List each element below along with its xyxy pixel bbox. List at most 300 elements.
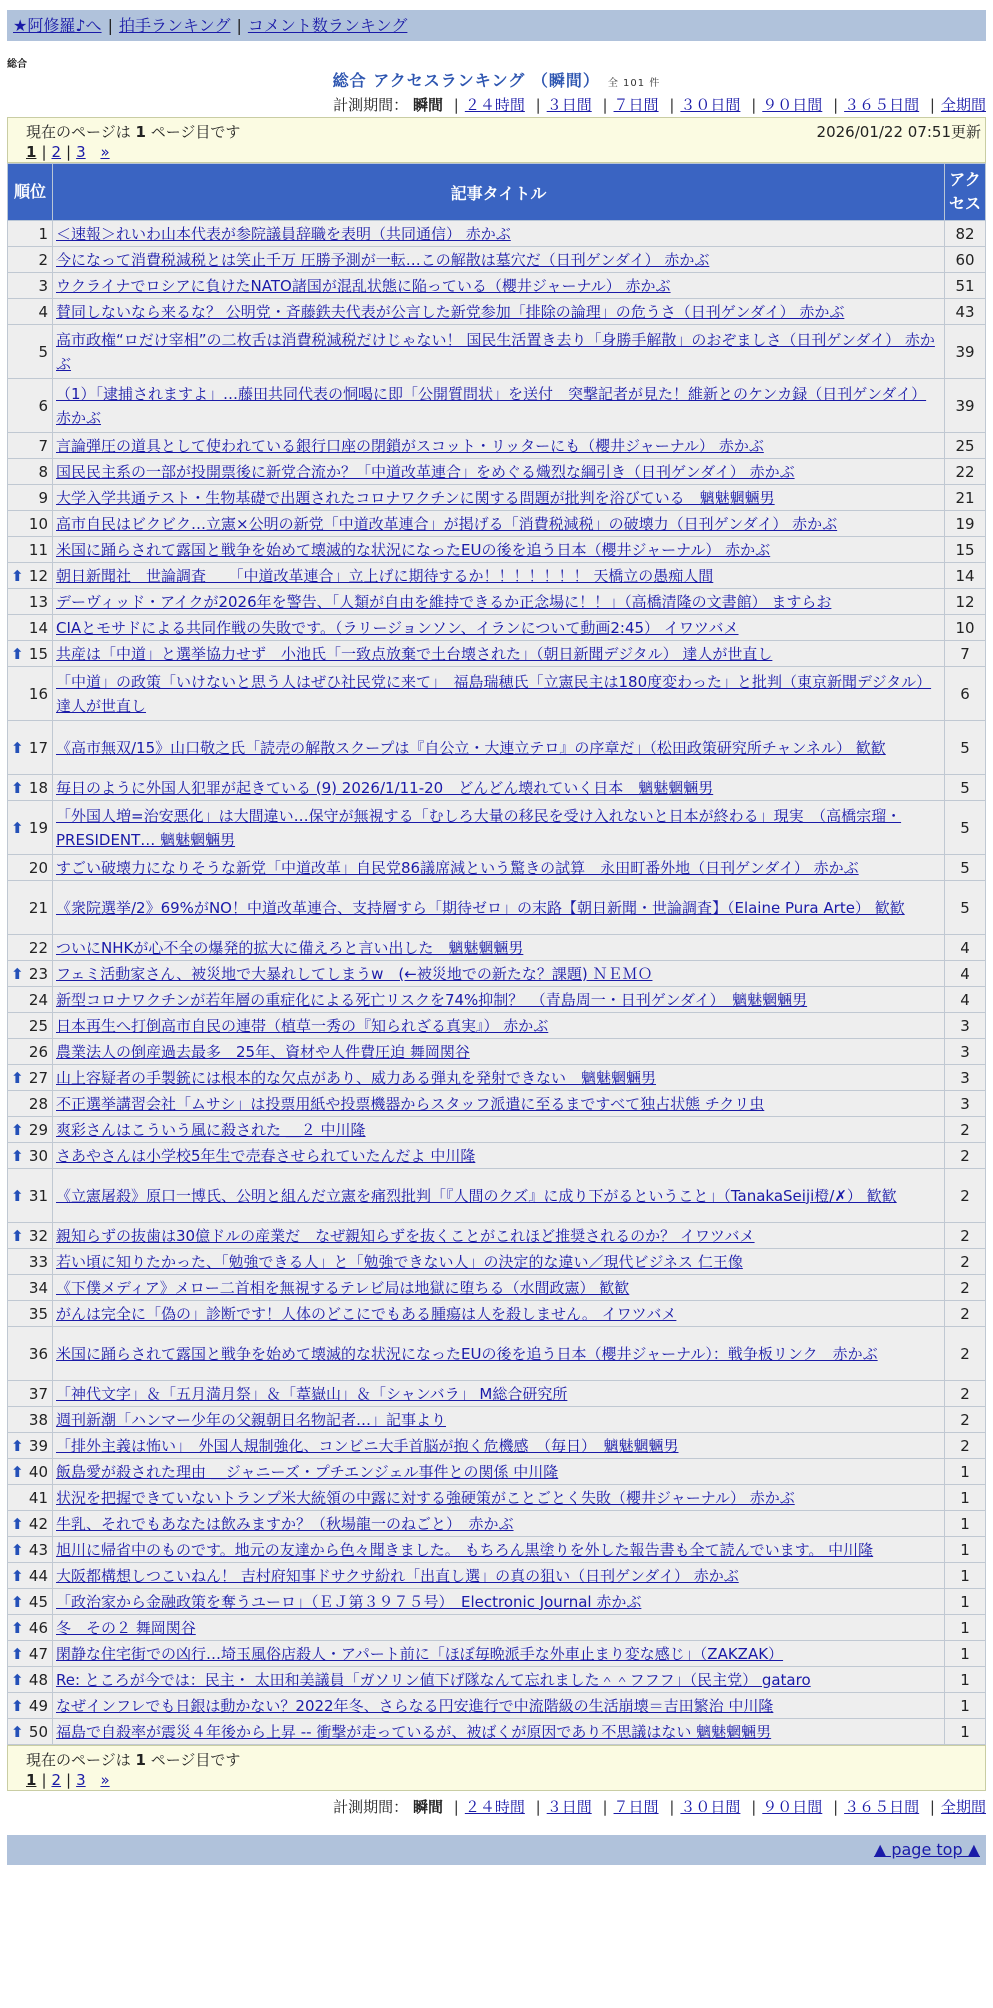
rank-cell <box>8 855 53 881</box>
nav-link-asyura[interactable]: ★阿修羅♪へ <box>13 16 102 35</box>
rank-cell <box>8 881 53 935</box>
access-count: 21 <box>945 485 986 511</box>
period-link-365d-bottom[interactable]: ３６５日間 <box>844 1798 920 1816</box>
article-title-link[interactable]: 親知らずの抜歯は30億ドルの産業だ なぜ親知らずを抜くことがこれほど推奨されるのか？ イワツバメ <box>56 1226 755 1245</box>
rank-number: 48 <box>28 1670 48 1689</box>
article-title-link[interactable]: CIAとモサドによる共同作戦の失敗です。（ラリージョンソン、イランについて動画2:45） イワツバメ <box>56 618 739 637</box>
access-count: 1 <box>945 1615 986 1641</box>
rank-number: 50 <box>28 1722 48 1741</box>
rank-number: 2 <box>38 250 48 269</box>
rank-number: 10 <box>28 514 48 533</box>
pager-bottom: 1 | 2 | 3 » <box>26 1771 110 1789</box>
rank-number: 46 <box>28 1618 48 1637</box>
title-cell <box>53 1615 945 1641</box>
rank-number: 33 <box>28 1252 48 1271</box>
rank-number: 25 <box>28 1016 48 1035</box>
article-title-link[interactable]: 不正選挙講習会社「ムサシ」は投票用紙や投票機器からスタッフ派遣に至るまですべて独占状態 チクリ虫 <box>56 1094 765 1113</box>
table-row <box>8 1039 986 1065</box>
pager-next[interactable]: » <box>100 143 110 161</box>
access-count: 1 <box>945 1563 986 1589</box>
title-cell <box>53 641 945 667</box>
table-row <box>8 1719 986 1745</box>
access-count: 22 <box>945 459 986 485</box>
article-title-link[interactable]: 国民民主系の一部が投開票後に新党合流か？「中道改革連合」をめぐる熾烈な綱引き（日刊ゲンダイ） 赤かぶ <box>56 462 795 481</box>
pager-page-2[interactable]: 2 <box>51 143 62 161</box>
article-title-link[interactable]: デーヴィッド・アイクが2026年を警告、「人類が自由を維持できるか正念場に！！」（高橋清隆の文書館） ますらお <box>56 592 832 611</box>
rank-number: 28 <box>28 1094 48 1113</box>
article-title-link[interactable]: 飯島愛が殺された理由 ＿ジャニーズ・プチエンジェル事件との関係 中川隆 <box>56 1462 559 1481</box>
rank-up-arrow-icon: ⬆ <box>11 1696 24 1715</box>
article-title-link[interactable]: 《衆院選挙/2》69%がNO！中道改革連合、支持層すら「期待ゼロ」の末路【朝日新聞・世論調査】（Elaine Pura Arte） 歓歓 <box>56 898 905 917</box>
access-count: 4 <box>945 935 986 961</box>
rank-cell <box>8 1667 53 1693</box>
access-count: 2 <box>945 1249 986 1275</box>
table-row <box>8 721 986 775</box>
rank-number: 29 <box>28 1120 48 1139</box>
rank-cell <box>8 1249 53 1275</box>
rank-up-arrow-icon: ⬆ <box>11 1592 24 1611</box>
access-count: 82 <box>945 221 986 247</box>
rank-cell <box>8 1169 53 1223</box>
header-rank: 順位 <box>8 164 53 221</box>
rank-number: 4 <box>38 302 48 321</box>
period-link-all[interactable]: 全期間 <box>940 96 986 114</box>
title-cell <box>53 1013 945 1039</box>
title-cell <box>53 1563 945 1589</box>
title-cell <box>53 1485 945 1511</box>
rank-cell <box>8 1117 53 1143</box>
article-title-link[interactable]: がんは完全に「偽の」診断です！人体のどこにでもある腫瘍は人を殺しません。 イワツバメ <box>56 1304 677 1323</box>
table-row <box>8 1327 986 1381</box>
access-count: 2 <box>945 1301 986 1327</box>
title-cell <box>53 667 945 721</box>
access-count: 5 <box>945 721 986 775</box>
title-cell <box>53 1249 945 1275</box>
page-title-text: 総合 アクセスランキング （瞬間） <box>332 71 600 90</box>
period-link-24h-bottom[interactable]: ２４時間 <box>464 1798 525 1816</box>
rank-number: 20 <box>28 858 48 877</box>
pagination-box-top <box>7 117 986 163</box>
table-row <box>8 801 986 855</box>
title-cell <box>53 299 945 325</box>
rank-up-arrow-icon: ⬆ <box>11 1146 24 1165</box>
table-row <box>8 247 986 273</box>
article-title-link[interactable]: Re: ところが今では：民主・ 太田和美議員「ガソリン値下げ隊なんて忘れました＾＾フフフ」（民主党） gataro <box>56 1670 811 1689</box>
rank-cell <box>8 1485 53 1511</box>
period-current: 瞬間 <box>412 96 443 114</box>
title-cell <box>53 1459 945 1485</box>
rank-cell <box>8 1275 53 1301</box>
table-row <box>8 641 986 667</box>
rank-cell <box>8 1143 53 1169</box>
article-title-link[interactable]: 「排外主義は怖い」 外国人規制強化、コンビニ大手首脳が抱く危機感 （毎日） 魑魅魍魎男 <box>56 1436 679 1455</box>
rank-number: 9 <box>38 488 48 507</box>
period-link-90d[interactable]: ９０日間 <box>762 96 823 114</box>
rank-cell <box>8 1641 53 1667</box>
table-row <box>8 1693 986 1719</box>
rank-up-arrow-icon: ⬆ <box>11 1670 24 1689</box>
period-link-24h[interactable]: ２４時間 <box>464 96 525 114</box>
title-cell <box>53 589 945 615</box>
rank-number: 44 <box>28 1566 48 1585</box>
table-row <box>8 855 986 881</box>
title-cell <box>53 537 945 563</box>
rank-cell <box>8 485 53 511</box>
rank-number: 17 <box>28 738 48 757</box>
rank-number: 8 <box>38 462 48 481</box>
rank-number: 40 <box>28 1462 48 1481</box>
table-row <box>8 1301 986 1327</box>
pager-current-page-bottom: 1 <box>26 1771 37 1789</box>
pager: 1 | 2 | 3 » <box>26 143 110 161</box>
rank-cell <box>8 1615 53 1641</box>
pager-page-2-bottom[interactable]: 2 <box>51 1771 62 1789</box>
access-count: 2 <box>945 1117 986 1143</box>
title-cell <box>53 1143 945 1169</box>
table-row <box>8 1407 986 1433</box>
rank-cell <box>8 961 53 987</box>
table-row <box>8 961 986 987</box>
access-count: 4 <box>945 987 986 1013</box>
access-count: 1 <box>945 1485 986 1511</box>
table-row <box>8 589 986 615</box>
rank-cell <box>8 1459 53 1485</box>
rank-cell <box>8 589 53 615</box>
rank-cell <box>8 1091 53 1117</box>
pager-page-3-bottom[interactable]: 3 <box>76 1771 86 1789</box>
title-cell <box>53 1169 945 1223</box>
table-row <box>8 881 986 935</box>
article-title-link[interactable]: （1）「逮捕されますよ」…藤田共同代表の恫喝に即「公開質問状」を送付 突撃記者が見た！維新とのケンカ録（日刊ゲンダイ） 赤かぶ <box>56 384 927 427</box>
rank-number: 12 <box>28 566 48 585</box>
article-title-link[interactable]: 旭川に帰省中のものです。地元の友達から色々聞きました。 もちろん黒塗りを外した報告書も全て読んでいます。 中川隆 <box>56 1540 874 1559</box>
table-row <box>8 1615 986 1641</box>
page-status: 現在のページは 1 ページ目です <box>26 123 241 141</box>
article-title-link[interactable]: 共産は「中道」と選挙協力せず 小池氏「一致点放棄で土台壊された」（朝日新聞デジタル） 達人が世直し <box>56 644 773 663</box>
rank-number: 16 <box>28 684 48 703</box>
article-title-link[interactable]: 週刊新潮「ハンマー少年の父親朝日名物記者…」記事より <box>56 1410 447 1429</box>
rank-number: 32 <box>28 1226 48 1245</box>
article-title-link[interactable]: なぜインフレでも日銀は動かない？2022年冬、さらなる円安進行で中流階級の生活崩壊＝吉田繁治 中川隆 <box>56 1696 774 1715</box>
title-cell <box>53 987 945 1013</box>
rank-cell <box>8 615 53 641</box>
rank-cell <box>8 379 53 433</box>
rank-cell <box>8 1407 53 1433</box>
article-title-link[interactable]: 大学入学共通テスト・生物基礎で出題されたコロナワクチンに関する問題が批判を浴びている 魑魅魍魎男 <box>56 488 775 507</box>
period-link-3d-bottom[interactable]: ３日間 <box>546 1798 592 1816</box>
rank-cell <box>8 247 53 273</box>
article-title-link[interactable]: 朝日新聞社 世論調査 「中道改革連合」立上げに期待するか！！！！！！！ 天橋立の愚痴人間 <box>56 566 714 585</box>
access-count: 1 <box>945 1719 986 1745</box>
rank-number: 27 <box>28 1068 48 1087</box>
title-cell <box>53 721 945 775</box>
title-cell <box>53 1511 945 1537</box>
rank-cell <box>8 1381 53 1407</box>
access-count: 39 <box>945 379 986 433</box>
title-cell <box>53 855 945 881</box>
rank-up-arrow-icon: ⬆ <box>11 644 24 663</box>
rank-number: 31 <box>28 1186 48 1205</box>
table-row <box>8 1563 986 1589</box>
rank-number: 1 <box>38 224 48 243</box>
period-label: 計測期間： <box>333 96 409 114</box>
article-title-link[interactable]: 「政治家から金融政策を奪うユーロ」（ＥＪ第３９７５号） Electronic Journal 赤かぶ <box>56 1592 642 1611</box>
access-count: 3 <box>945 1013 986 1039</box>
access-count: 4 <box>945 961 986 987</box>
article-title-link[interactable]: ウクライナでロシアに負けたNATO諸国が混乱状態に陥っている（櫻井ジャーナル） 赤かぶ <box>56 276 671 295</box>
article-title-link[interactable]: 「外国人増=治安悪化」は大間違い…保守が無視する「むしろ大量の移民を受け入れないと日本が終わる」現実 （高橋宗瑠・PRESIDENT… 魑魅魍魎男 <box>56 806 902 849</box>
table-row <box>8 1433 986 1459</box>
table-row <box>8 325 986 379</box>
rank-up-arrow-icon: ⬆ <box>11 1540 24 1559</box>
article-title-link[interactable]: 山上容疑者の手製銃には根本的な欠点があり、威力ある弾丸を発射できない 魑魅魍魎男 <box>56 1068 657 1087</box>
access-count: 2 <box>945 1223 986 1249</box>
title-cell <box>53 1275 945 1301</box>
title-cell <box>53 881 945 935</box>
rank-cell <box>8 325 53 379</box>
access-count: 15 <box>945 537 986 563</box>
rank-number: 7 <box>38 436 48 455</box>
article-title-link[interactable]: 若い頃に知りたかった、「勉強できる人」と「勉強できない人」の決定的な違い／現代ビジネス 仁王像 <box>56 1252 743 1271</box>
article-title-link[interactable]: 高市自民はビクビク…立憲×公明の新党「中道改革連合」が掲げる「消費税減税」の破壊力（日刊ゲンダイ） 赤かぶ <box>56 514 838 533</box>
rank-number: 37 <box>28 1384 48 1403</box>
title-cell <box>53 775 945 801</box>
table-row <box>8 1117 986 1143</box>
access-count: 2 <box>945 1169 986 1223</box>
table-row <box>8 1381 986 1407</box>
access-count: 19 <box>945 511 986 537</box>
rank-up-arrow-icon: ⬆ <box>11 1618 24 1637</box>
title-cell <box>53 1641 945 1667</box>
table-row <box>8 1511 986 1537</box>
access-count: 5 <box>945 801 986 855</box>
article-title-link[interactable]: 言論弾圧の道具として使われている銀行口座の閉鎖がスコット・リッターにも（櫻井ジャーナル） 赤かぶ <box>56 436 764 455</box>
article-title-link[interactable]: 冬 その２ 舞岡関谷 <box>56 1618 196 1637</box>
rank-up-arrow-icon: ⬆ <box>11 1068 24 1087</box>
article-title-link[interactable]: 「中道」の政策「いけないと思う人はぜひ社民党に来て」 福島瑞穂氏「立憲民主は180度変わった」と批判（東京新聞デジタル） 達人が世直し <box>56 672 932 715</box>
pager-next-bottom[interactable]: » <box>100 1771 110 1789</box>
ranking-table <box>7 163 986 1745</box>
article-title-link[interactable]: すごい破壊力になりそうな新党「中道改革」自民党86議席減という驚きの試算 永田町番外地（日刊ゲンダイ） 赤かぶ <box>56 858 859 877</box>
rank-cell <box>8 433 53 459</box>
rank-up-arrow-icon: ⬆ <box>11 1226 24 1245</box>
article-title-link[interactable]: 爽彩さんはこういう風に殺された ＿２ 中川隆 <box>56 1120 366 1139</box>
rank-up-arrow-icon: ⬆ <box>11 738 24 757</box>
article-title-link[interactable]: 《立憲屠殺》原口一博氏、公明と組んだ立憲を痛烈批判「『人間のクズ』に成り下がるということ」（TanakaSeiji橙/✗） 歓歓 <box>56 1186 897 1205</box>
rank-cell <box>8 563 53 589</box>
table-row <box>8 987 986 1013</box>
period-selector-bottom: 計測期間： 瞬間 | ２４時間 | ３日間 | ７日間 | ３０日間 | ９０日間 | ３６５日間 | 全期間 <box>333 1798 986 1816</box>
top-nav-bar: ★阿修羅♪へ | 拍手ランキング | コメント数ランキング <box>7 10 986 41</box>
rank-cell <box>8 641 53 667</box>
access-count: 1 <box>945 1511 986 1537</box>
access-count: 1 <box>945 1641 986 1667</box>
access-count: 14 <box>945 563 986 589</box>
title-cell <box>53 1223 945 1249</box>
article-title-link[interactable]: 高市政権“ロだけ宰相”の二枚舌は消費税減税だけじゃない！ 国民生活置き去り「身勝手解散」のおぞましさ（日刊ゲンダイ） 赤かぶ <box>56 330 935 373</box>
title-cell <box>53 1381 945 1407</box>
nav-link-applause-ranking[interactable]: 拍手ランキング <box>118 16 231 35</box>
page-title <box>7 69 986 93</box>
rank-number: 24 <box>28 990 48 1009</box>
rank-cell <box>8 459 53 485</box>
table-row <box>8 1459 986 1485</box>
access-count: 12 <box>945 589 986 615</box>
article-title-link[interactable]: 日本再生へ打倒高市自民の連帯（植草一秀の『知られざる真実』） 赤かぶ <box>56 1016 549 1035</box>
updated-timestamp: 2026/01/22 07:51更新 <box>816 123 981 141</box>
title-cell <box>53 221 945 247</box>
rank-number: 45 <box>28 1592 48 1611</box>
title-cell <box>53 325 945 379</box>
rank-cell <box>8 667 53 721</box>
table-row <box>8 1537 986 1563</box>
article-title-link[interactable]: ＜速報＞れいわ山本代表が参院議員辞職を表明（共同通信） 赤かぶ <box>56 224 511 243</box>
title-cell <box>53 1537 945 1563</box>
rank-up-arrow-icon: ⬆ <box>11 818 24 837</box>
rank-number: 42 <box>28 1514 48 1533</box>
title-cell <box>53 1327 945 1381</box>
table-row <box>8 1013 986 1039</box>
rank-up-arrow-icon: ⬆ <box>11 1722 24 1741</box>
period-link-7d[interactable]: ７日間 <box>613 96 659 114</box>
rank-number: 34 <box>28 1278 48 1297</box>
title-cell <box>53 485 945 511</box>
rank-number: 19 <box>28 818 48 837</box>
period-link-365d[interactable]: ３６５日間 <box>844 96 920 114</box>
rank-cell <box>8 537 53 563</box>
article-title-link[interactable]: フェミ活動家さん、被災地で大暴れしてしまうw (←被災地での新たな？課題) ＮＥＭＯ <box>56 964 653 983</box>
article-title-link[interactable]: 《下僕メディア》メロー二首相を無視するテレビ局は地獄に堕ちる（水間政憲） 歓歓 <box>56 1278 630 1297</box>
article-title-link[interactable]: 牛乳、それでもあなたは飲みますか？（秋場龍一のねごと） 赤かぶ <box>56 1514 514 1533</box>
rank-up-arrow-icon: ⬆ <box>11 1186 24 1205</box>
rank-number: 23 <box>28 964 48 983</box>
table-row <box>8 1169 986 1223</box>
article-title-link[interactable]: 状況を把握できていないトランプ米大統領の中露に対する強硬策がことごとく失敗（櫻井ジャーナル） 赤かぶ <box>56 1488 795 1507</box>
article-title-link[interactable]: 米国に踊らされて露国と戦争を始めて壊滅的な状況になったEUの後を追う日本（櫻井ジャーナル）：戦争板リンク 赤かぶ <box>56 1344 878 1363</box>
title-cell <box>53 615 945 641</box>
title-cell <box>53 433 945 459</box>
title-cell <box>53 511 945 537</box>
rank-cell <box>8 1537 53 1563</box>
rank-cell <box>8 1563 53 1589</box>
rank-number: 21 <box>28 898 48 917</box>
access-count: 2 <box>945 1407 986 1433</box>
article-title-link[interactable]: 「神代文字」＆「五月満月祭」＆「葦嶽山」＆「シャンバラ」 M総合研究所 <box>56 1384 568 1403</box>
rank-up-arrow-icon: ⬆ <box>11 1436 24 1455</box>
article-title-link[interactable]: 賛同しないなら来るな？ 公明党・斉藤鉄夫代表が公言した新党参加「排除の論理」の危うさ（日刊ゲンダイ） 赤かぶ <box>56 302 845 321</box>
period-link-90d-bottom[interactable]: ９０日間 <box>762 1798 823 1816</box>
article-title-link[interactable]: 農業法人の倒産過去最多 25年、資材や人件費圧迫 舞岡関谷 <box>56 1042 470 1061</box>
rank-cell <box>8 775 53 801</box>
rank-number: 3 <box>38 276 48 295</box>
article-title-link[interactable]: 米国に踊らされて露国と戦争を始めて壊滅的な状況になったEUの後を追う日本（櫻井ジャーナル） 赤かぶ <box>56 540 771 559</box>
period-link-all-bottom[interactable]: 全期間 <box>940 1798 986 1816</box>
table-row <box>8 1143 986 1169</box>
table-row <box>8 1589 986 1615</box>
table-row <box>8 537 986 563</box>
access-count: 39 <box>945 325 986 379</box>
access-count: 2 <box>945 1381 986 1407</box>
rank-up-arrow-icon: ⬆ <box>11 1566 24 1585</box>
title-cell <box>53 1693 945 1719</box>
rank-number: 36 <box>28 1344 48 1363</box>
rank-cell <box>8 221 53 247</box>
access-count: 3 <box>945 1039 986 1065</box>
rank-cell <box>8 935 53 961</box>
rank-up-arrow-icon: ⬆ <box>11 1644 24 1663</box>
article-title-link[interactable]: さあやさんは小学校5年生で売春させられていたんだよ 中川隆 <box>56 1146 476 1165</box>
article-title-link[interactable]: ついにNHKが心不全の爆発的拡大に備えろと言い出した 魑魅魍魎男 <box>56 938 524 957</box>
table-row <box>8 459 986 485</box>
access-count: 3 <box>945 1065 986 1091</box>
table-row <box>8 485 986 511</box>
title-cell <box>53 247 945 273</box>
rank-cell <box>8 299 53 325</box>
table-row <box>8 221 986 247</box>
access-count: 43 <box>945 299 986 325</box>
access-count: 6 <box>945 667 986 721</box>
nav-link-comment-ranking[interactable]: コメント数ランキング <box>247 16 408 35</box>
pagination-box-bottom <box>7 1745 986 1791</box>
title-cell <box>53 1433 945 1459</box>
article-title-link[interactable]: 新型コロナワクチンが若年層の重症化による死亡リスクを74%抑制？ （青島周一・日刊ゲンダイ） 魑魅魍魎男 <box>56 990 808 1009</box>
table-row <box>8 775 986 801</box>
table-row <box>8 1485 986 1511</box>
access-count: 1 <box>945 1667 986 1693</box>
rank-cell <box>8 1433 53 1459</box>
title-cell <box>53 1407 945 1433</box>
article-title-link[interactable]: 《高市無双/15》山口敬之氏「読売の解散スクープは『自公立・大連立テロ』の序章だ」（松田政策研究所チャンネル） 歓歓 <box>56 738 886 757</box>
rank-up-arrow-icon: ⬆ <box>11 1514 24 1533</box>
access-count: 5 <box>945 855 986 881</box>
period-link-30d-bottom[interactable]: ３０日間 <box>680 1798 741 1816</box>
category-label: 総合 <box>7 59 27 70</box>
title-cell <box>53 1301 945 1327</box>
table-row <box>8 433 986 459</box>
table-row <box>8 563 986 589</box>
table-row <box>8 615 986 641</box>
rank-number: 38 <box>28 1410 48 1429</box>
article-title-link[interactable]: 福島で自殺率が震災４年後から上昇 -- 衝撃が走っているが、被ばくが原因であり不思議はない 魑魅魍魎男 <box>56 1722 772 1741</box>
table-row <box>8 1249 986 1275</box>
rank-cell <box>8 1327 53 1381</box>
rank-number: 49 <box>28 1696 48 1715</box>
period-link-30d[interactable]: ３０日間 <box>680 96 741 114</box>
period-link-3d[interactable]: ３日間 <box>546 96 592 114</box>
title-cell <box>53 273 945 299</box>
access-count: 10 <box>945 615 986 641</box>
article-title-link[interactable]: 閑静な住宅街での凶行…埼玉風俗店殺人・アパート前に「ほぼ毎晩派手な外車止まり変な感じ」（ZAKZAK） <box>56 1644 784 1663</box>
article-title-link[interactable]: 今になって消費税減税とは笑止千万 圧勝予測が一転…この解散は墓穴だ（日刊ゲンダイ） 赤かぶ <box>56 250 710 269</box>
rank-number: 6 <box>38 396 48 415</box>
rank-cell <box>8 1511 53 1537</box>
rank-cell <box>8 801 53 855</box>
article-title-link[interactable]: 毎日のように外国人犯罪が起きている (9) 2026/1/11-20 どんどん壊れていく日本 魑魅魍魎男 <box>56 778 714 797</box>
access-count: 1 <box>945 1537 986 1563</box>
rank-number: 5 <box>38 342 48 361</box>
period-link-7d-bottom[interactable]: ７日間 <box>613 1798 659 1816</box>
article-title-link[interactable]: 大阪都構想しつこいねん！ 吉村府知事ドサクサ紛れ「出直し選」の真の狙い（日刊ゲンダイ） 赤かぶ <box>56 1566 739 1585</box>
rank-cell <box>8 273 53 299</box>
table-row <box>8 667 986 721</box>
access-count: 1 <box>945 1459 986 1485</box>
page-top-link[interactable]: ▲ page top ▲ <box>873 1840 980 1859</box>
pager-page-3[interactable]: 3 <box>76 143 86 161</box>
table-row <box>8 299 986 325</box>
title-cell <box>53 563 945 589</box>
table-row <box>8 1641 986 1667</box>
title-cell <box>53 1117 945 1143</box>
